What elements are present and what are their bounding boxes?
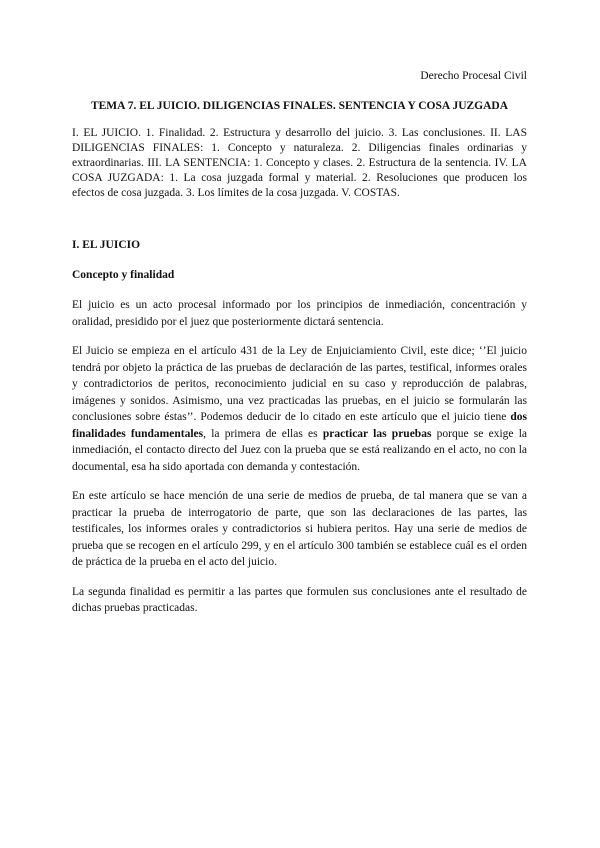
paragraph-2-text-c: porque se exige la inmediación, el contacto directo del Juez con la prueba que se está realizando en el acto, no con la documental, esa ha sido aportada con demanda y contestación. [72,427,528,473]
section-heading: I. EL JUICIO [72,239,141,251]
paragraph-2 [72,343,527,475]
table-of-contents: I. EL JUICIO. 1. Finalidad. 2. Estructura y desarrollo del juicio. 3. Las conclusiones. II. LAS DILIGENCIAS FINALES: 1. Concepto y naturaleza. 2. Diligencias finales ordinarias y extraordinarias. III. LA SENTENCIA: 1. Concepto y clases. 2. Estructura de la sentencia. IV. LA COSA JUZGADA: 1. La cosa juzgada formal y material. 2. Resoluciones que producen los efectos de cosa juzgada. 3. Los límites de la cosa juzgada. V. COSTAS. [72,127,527,199]
subsection-heading: Concepto y finalidad [72,269,175,281]
paragraph-1: El juicio es un acto procesal informado por los principios de inmediación, concentración y oralidad, presidido por el juez que posteriormente dictará sentencia. [72,299,527,328]
paragraph-2-text-a: El Juicio se empieza en el artículo 431 de la Ley de Enjuiciamiento Civil, este dice; ‘’El juicio tendrá por objeto la práctica de las pruebas de declaración de las partes, testifical, informes orales y contradictorios de peritos, reconocimiento judicial en su caso y reproducción de palabras, imágenes y sonidos. Asimismo, una vez practicadas las pruebas, en el juicio se formularán las conclusiones sobre éstas’’. Podemos deducir de lo citado en este artículo que el juicio tiene [72,345,527,423]
document-title: TEMA 7. EL JUICIO. DILIGENCIAS FINALES. SENTENCIA Y COSA JUZGADA [90,100,509,112]
paragraph-2-bold-a: dos finalidades fundamentales [72,411,527,440]
paragraph-2-bold-b: practicar las pruebas [322,427,432,440]
paragraph-3: En este artículo se hace mención de una serie de medios de prueba, de tal manera que se van a practicar la prueba de interrogatorio de parte, que son las declaraciones de las partes, las testificales, los informes orales y contradictorios si hubiera peritos. Hay una serie de medios de prueba que se recogen en el artículo 299, y en el artículo 300 también se establece cuál es el orden de práctica de la prueba en el acto del juicio. [72,490,527,568]
document-page [72,68,527,630]
running-header: Derecho Procesal Civil [420,70,527,82]
paragraph-4: La segunda finalidad es permitir a las partes que formulen sus conclusiones ante el resultado de dichas pruebas practicadas. [72,585,527,614]
paragraph-2-text-b: , la primera de ellas es [203,427,323,440]
